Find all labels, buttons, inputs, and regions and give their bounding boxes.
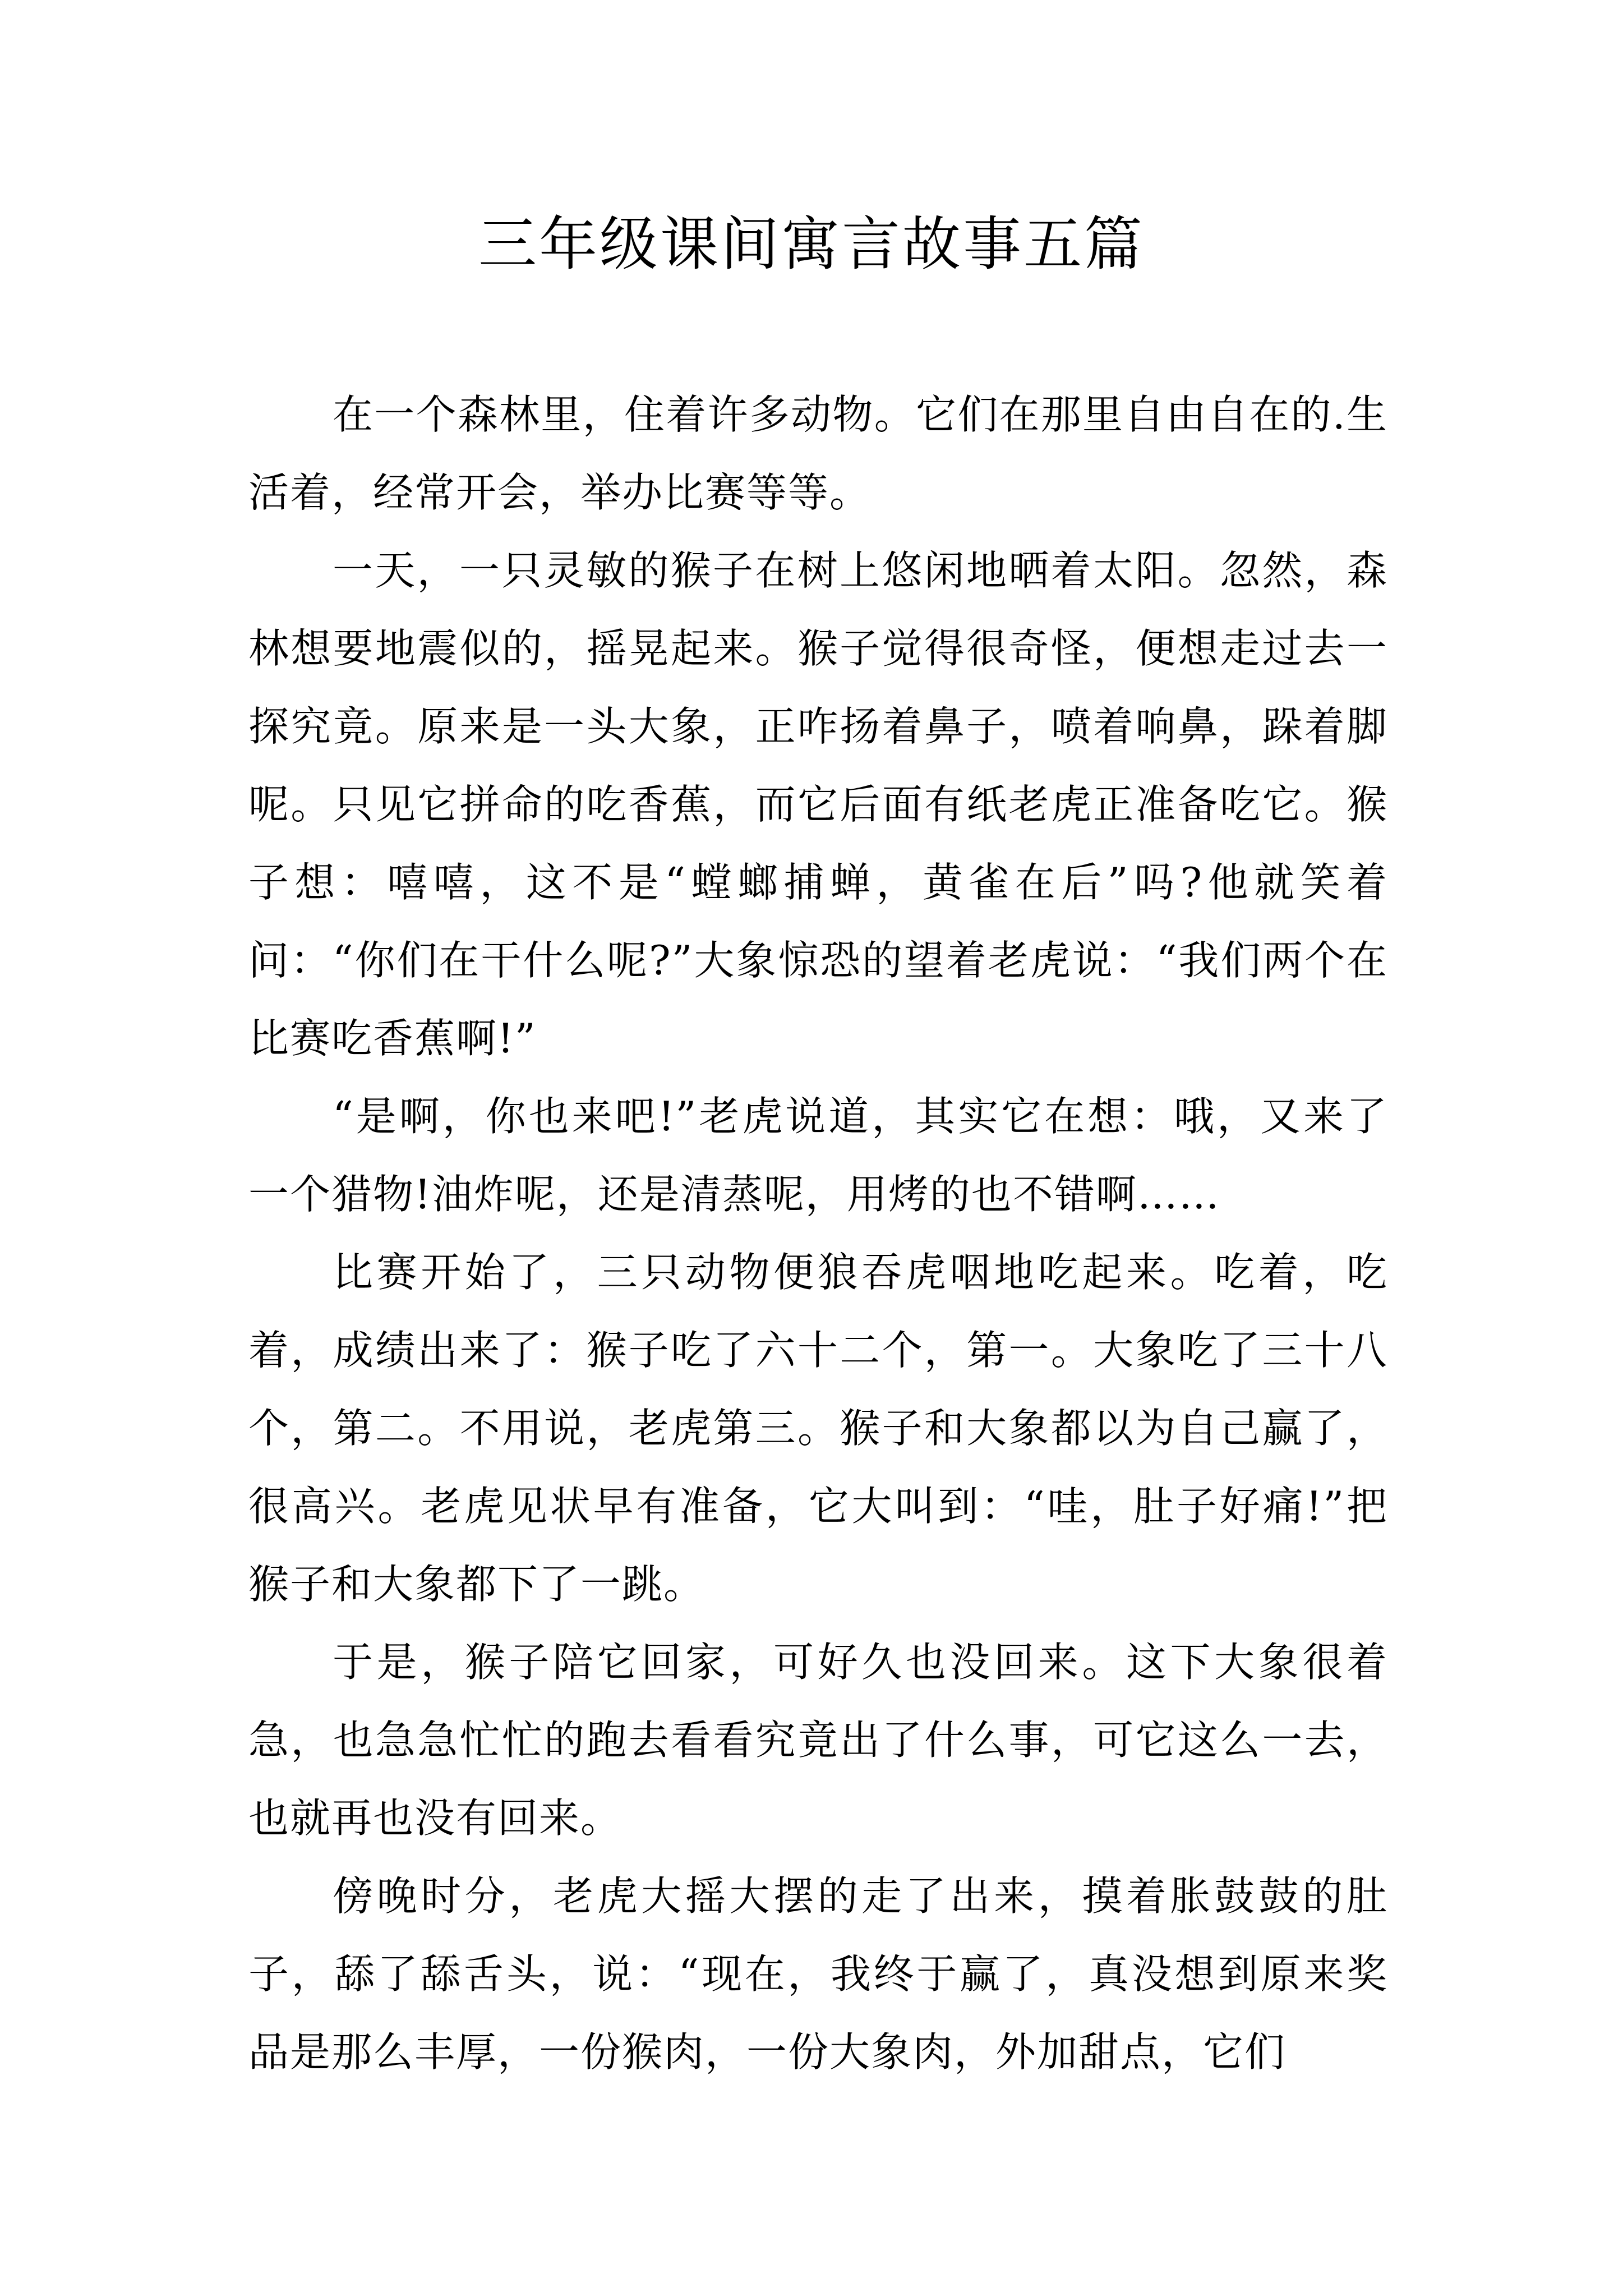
paragraph: 傍晚时分，老虎大摇大摆的走了出来，摸着胀鼓鼓的肚子，舔了舔舌头，说：“现在，我终于赢了，真没想到原来奖品是那么丰厚，一份猴肉，一份大象肉，外加甜点，它们 bbox=[248, 1872, 1388, 2076]
paragraph: 在一个森林里，住着许多动物。它们在那里自由自在的.生活着，经常开会，举办比赛等等。 bbox=[248, 391, 1388, 516]
paragraph: 一天，一只灵敏的猴子在树上悠闲地晒着太阳。忽然，森林想要地震似的，摇晃起来。猴子觉得很奇怪，便想走过去一探究竟。原来是一头大象，正咋扬着鼻子，喷着响鼻，跺着脚呢。只见它拼命的吃香蕉，而它后面有纸老虎正准备吃它。猴子想：嘻嘻，这不是“螳螂捕蝉，黄雀在后”吗?他就笑着问：“你们在干什么呢?”大象惊恐的望着老虎说：“我们两个在比赛吃香蕉啊!” bbox=[248, 547, 1388, 1062]
document-title: 三年级课间寓言故事五篇 bbox=[478, 210, 1145, 278]
document-body bbox=[248, 376, 1388, 2091]
paragraph: “是啊，你也来吧!”老虎说道，其实它在想：哦，又来了一个猎物!油炸呢，还是清蒸呢，用烤的也不错啊…… bbox=[248, 1093, 1388, 1218]
paragraph: 比赛开始了，三只动物便狼吞虎咽地吃起来。吃着，吃着，成绩出来了：猴子吃了六十二个，第一。大象吃了三十八个，第二。不用说，老虎第三。猴子和大象都以为自己赢了，很高兴。老虎见状早有准备，它大叫到：“哇，肚子好痛!”把猴子和大象都下了一跳。 bbox=[248, 1249, 1388, 1608]
paragraph: 于是，猴子陪它回家，可好久也没回来。这下大象很着急，也急急忙忙的跑去看看究竟出了什么事，可它这么一去，也就再也没有回来。 bbox=[248, 1639, 1388, 1842]
